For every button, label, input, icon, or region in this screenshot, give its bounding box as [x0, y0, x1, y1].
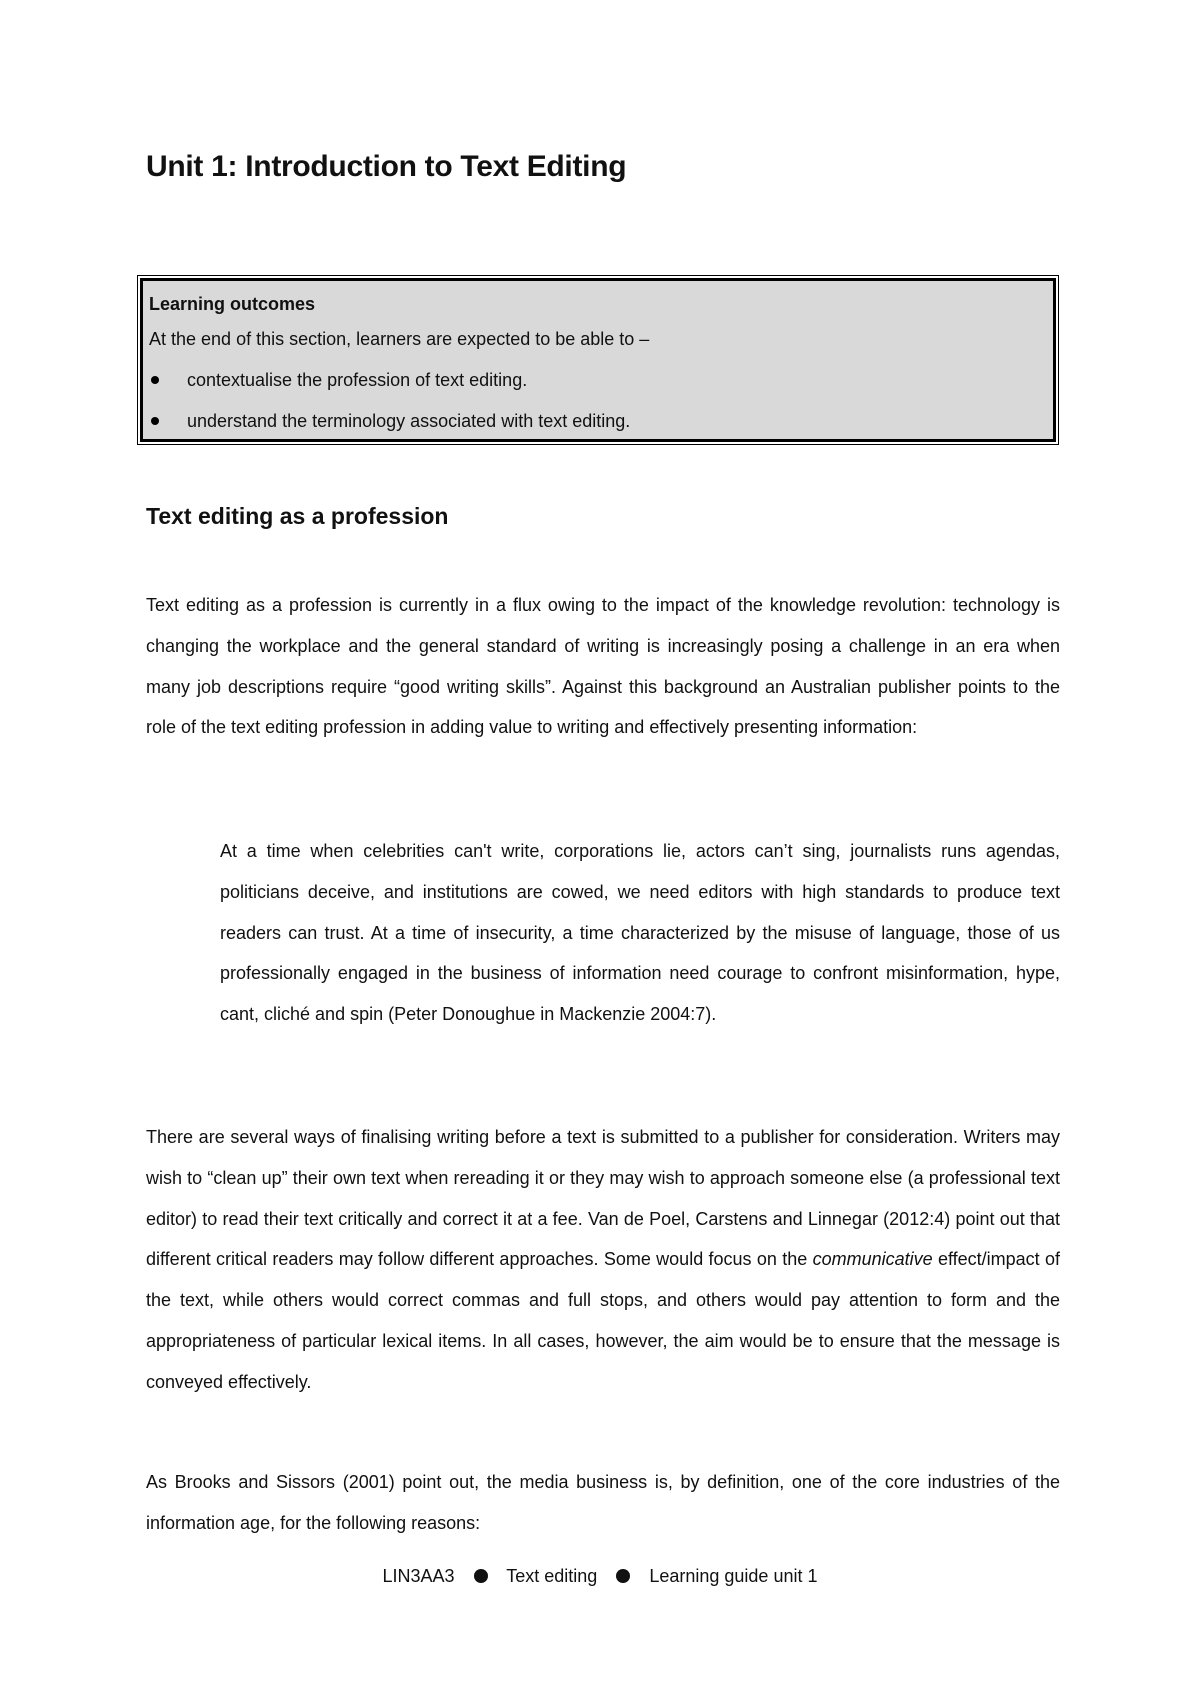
footer-course-name: Text editing — [506, 1566, 598, 1586]
learning-outcomes-box — [140, 278, 1056, 442]
learning-outcomes-intro: At the end of this section, learners are expected to be able to – — [149, 329, 650, 349]
emphasis-text: communicative — [812, 1249, 933, 1270]
bullet-icon — [151, 417, 159, 425]
section-heading: Text editing as a profession — [146, 503, 449, 529]
body-paragraph — [146, 1117, 1060, 1403]
body-paragraph: As Brooks and Sissors (2001) point out, the media business is, by definition, one of the core industries of the information age, for the following reasons: — [146, 1472, 1060, 1533]
separator-dot-icon — [474, 1569, 488, 1583]
separator-dot-icon — [616, 1569, 630, 1583]
learning-outcomes-list — [149, 360, 1047, 442]
paragraph-text: effect/impact of the text, while others would correct commas and full stops, and others would pay attention to form and the appropriateness of particular lexical items. In all cases, however, the aim would be to ensure that the message is conveyed effectively. — [146, 1249, 1061, 1392]
list-item — [149, 360, 1047, 401]
block-quote: At a time when celebrities can't write, corporations lie, actors can’t sing, journalists runs agendas, politicians deceive, and institutions are cowed, we need editors with high standards to produce text readers can trust. At a time of insecurity, a time characterized by the misuse of language, those of us professionally engaged in the business of information need courage to confront misinformation, hype, cant, cliché and spin (Peter Donoughue in Mackenzie 2004:7). — [220, 841, 1060, 1025]
learning-outcomes-title: Learning outcomes — [149, 294, 316, 314]
list-item — [149, 401, 1047, 442]
unit-title: Unit 1: Introduction to Text Editing — [146, 150, 627, 183]
bullet-icon — [151, 376, 159, 384]
page-footer — [0, 1566, 1200, 1587]
footer-course-code: LIN3AA3 — [382, 1566, 455, 1586]
paragraph-text: There are several ways of finalising writing before a text is submitted to a publisher for consideration. Writers may wish to “clean up” their own text when rereading it or they may wish to approach someone else (a professional text editor) to read their text critically and correct it at a fee. Van de Poel, Carstens and Linnegar (2012:4) point out that different critical readers may follow different approaches. Some would focus on the — [146, 1127, 1060, 1270]
outcome-text: understand the terminology associated with text editing. — [187, 411, 631, 431]
outcome-text: contextualise the profession of text editing. — [187, 370, 528, 390]
body-paragraph: Text editing as a profession is currently in a flux owing to the impact of the knowledge revolution: technology is changing the workplace and the general standard of writing is increasingly posing a challenge in an era when many job descriptions require “good writing skills”. Against this background an Australian publisher points to the role of the text editing profession in adding value to writing and effectively presenting information: — [146, 595, 1060, 738]
footer-guide: Learning guide unit 1 — [649, 1566, 818, 1586]
